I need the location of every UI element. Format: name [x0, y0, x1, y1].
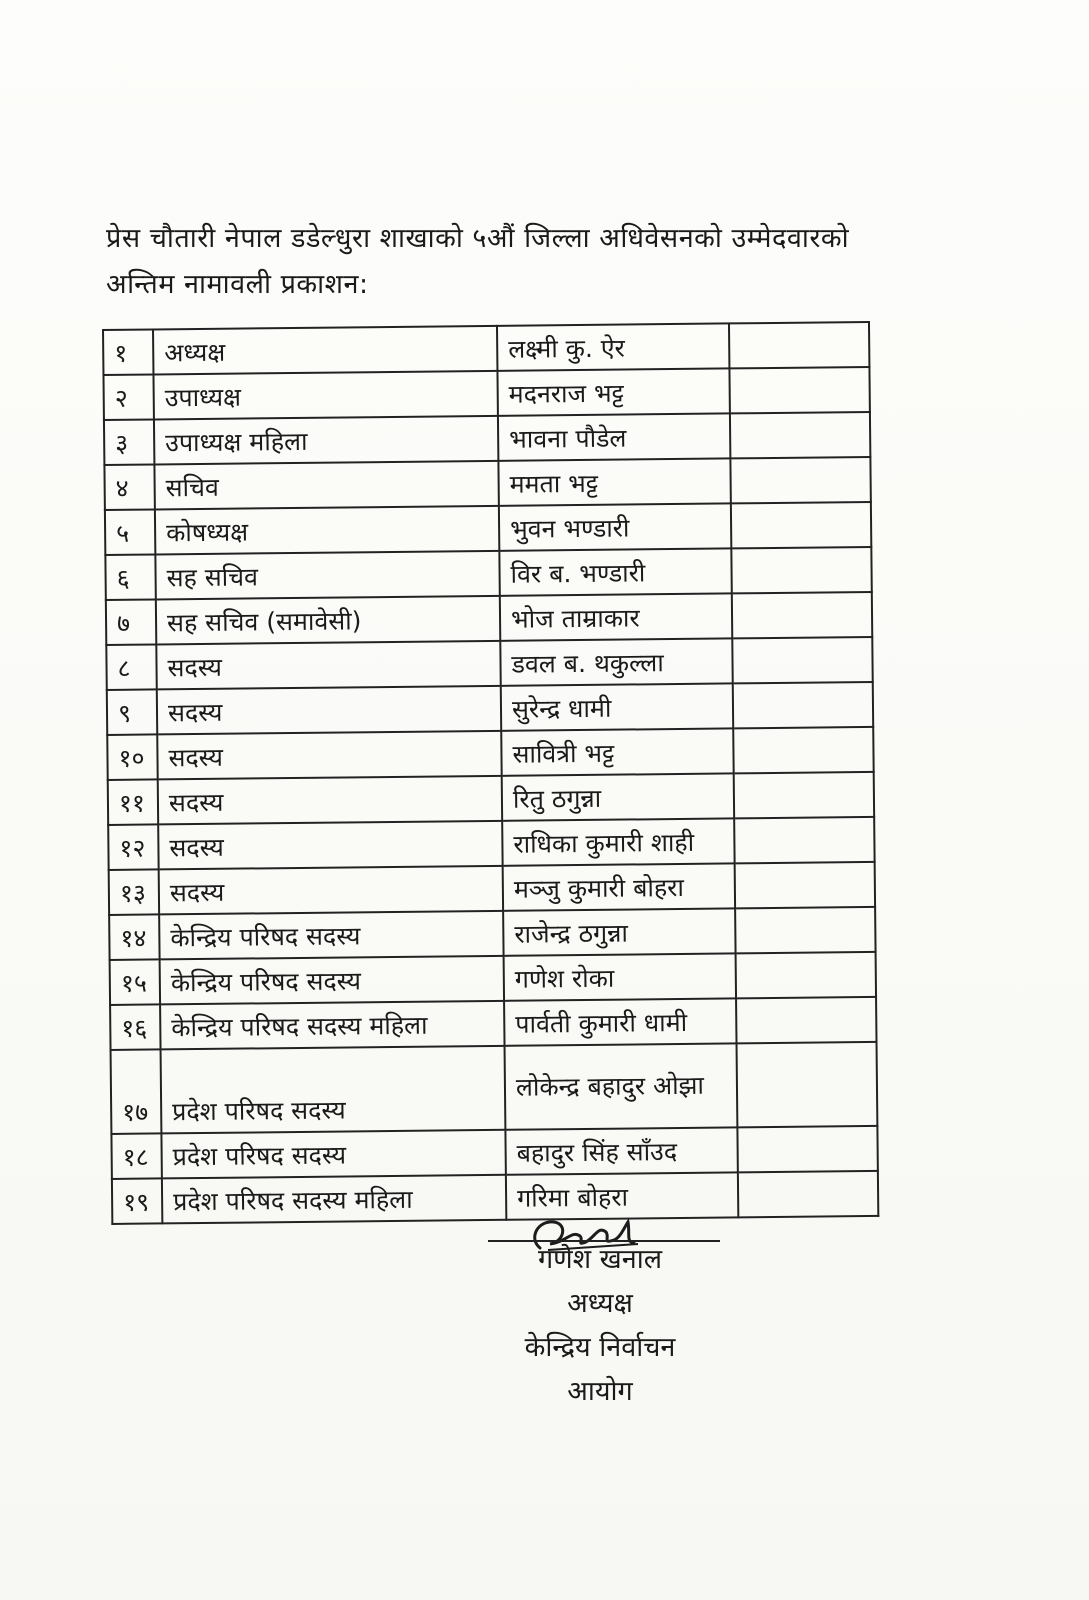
blank-cell — [730, 457, 870, 503]
table-row — [111, 1042, 878, 1134]
table-row — [109, 862, 875, 915]
position-title: कोषध्यक्ष — [155, 506, 499, 555]
table-row — [106, 592, 872, 645]
heading-line-2: अन्तिम नामावली प्रकाशन: — [106, 269, 369, 300]
blank-cell — [737, 1126, 877, 1172]
signer-org-line-2: आयोग — [567, 1376, 633, 1407]
table-row — [106, 637, 872, 690]
serial-number: १५ — [110, 959, 160, 1005]
blank-cell — [735, 907, 875, 953]
table-row — [104, 457, 870, 510]
position-title: सदस्य — [157, 731, 501, 780]
blank-cell — [731, 547, 871, 593]
position-title: उपाध्यक्ष महिला — [154, 416, 498, 465]
blank-cell — [738, 1171, 878, 1217]
blank-cell — [736, 997, 876, 1043]
serial-number: ११ — [108, 779, 158, 825]
candidate-name: ममता भट्ट — [498, 458, 730, 505]
serial-number: १९ — [112, 1178, 162, 1224]
serial-number: १७ — [111, 1049, 162, 1134]
candidate-name: सुरेन्द्र धामी — [501, 683, 733, 730]
position-title: केन्द्रिय परिषद सदस्य — [159, 911, 503, 960]
candidate-name: विर ब. भण्डारी — [499, 548, 731, 595]
position-title: केन्द्रिय परिषद सदस्य महिला — [160, 1001, 504, 1050]
position-title: सदस्य — [159, 866, 503, 915]
table-row — [110, 997, 876, 1050]
blank-cell — [729, 367, 869, 413]
blank-cell — [735, 862, 875, 908]
serial-number: १४ — [109, 914, 159, 960]
candidate-name: लोकेन्द्र बहादुर ओझा — [505, 1043, 738, 1129]
serial-number: ८ — [106, 644, 156, 690]
position-title: सदस्य — [158, 821, 502, 870]
table-row — [107, 727, 873, 780]
serial-number: १८ — [111, 1133, 161, 1179]
table-row — [108, 817, 874, 870]
position-title: सदस्य — [156, 641, 500, 690]
signer-title: अध्यक्ष — [567, 1288, 633, 1319]
candidate-name: राजेन्द्र ठगुन्ना — [503, 908, 735, 955]
table-row — [107, 682, 873, 735]
candidate-name: मदनराज भट्ट — [497, 368, 729, 415]
blank-cell — [734, 772, 874, 818]
serial-number: २ — [103, 374, 153, 420]
candidate-name: गरिमा बोहरा — [506, 1172, 738, 1219]
candidate-name: लक्ष्मी कु. ऐर — [497, 323, 729, 370]
serial-number: १२ — [108, 824, 158, 870]
position-title: प्रदेश परिषद सदस्य — [161, 1046, 506, 1134]
table-row — [109, 907, 875, 960]
table-row — [103, 322, 869, 375]
blank-cell — [731, 502, 871, 548]
position-title: प्रदेश परिषद सदस्य महिला — [162, 1175, 506, 1224]
position-title: सदस्य — [158, 776, 502, 825]
table-row — [108, 772, 874, 825]
candidate-name: मञ्जु कुमारी बोहरा — [503, 863, 735, 910]
blank-cell — [732, 637, 872, 683]
table-row — [105, 547, 871, 600]
position-title: प्रदेश परिषद सदस्य — [161, 1130, 505, 1179]
blank-cell — [730, 412, 870, 458]
position-title: अध्यक्ष — [153, 326, 497, 375]
table-row — [105, 502, 871, 555]
position-title: सह सचिव — [155, 551, 499, 600]
candidate-name: गणेश रोका — [504, 953, 736, 1000]
signer-org-line-1: केन्द्रिय निर्वाचन — [524, 1332, 676, 1363]
blank-cell — [736, 952, 876, 998]
candidate-table — [102, 321, 879, 1225]
blank-cell — [729, 322, 869, 368]
table-row — [111, 1126, 877, 1179]
candidate-name: पार्वती कुमारी धामी — [504, 998, 736, 1045]
table-row — [103, 367, 869, 420]
position-title: सह सचिव (समावेसी) — [156, 596, 500, 645]
serial-number: ६ — [105, 554, 155, 600]
serial-number: १ — [103, 329, 153, 375]
position-title: सचिव — [154, 461, 498, 510]
blank-cell — [737, 1042, 878, 1127]
candidate-name: भोज ताम्राकार — [500, 593, 732, 640]
candidate-name: भुवन भण्डारी — [499, 503, 731, 550]
serial-number: ३ — [104, 419, 154, 465]
serial-number: ५ — [105, 509, 155, 555]
table-row — [110, 952, 876, 1005]
position-title: केन्द्रिय परिषद सदस्य — [160, 956, 504, 1005]
candidate-name: बहादुर सिंह साँउद — [505, 1127, 737, 1174]
serial-number: १३ — [109, 869, 159, 915]
candidate-name: राधिका कुमारी शाही — [502, 818, 734, 865]
blank-cell — [733, 682, 873, 728]
heading-line-1: प्रेस चौतारी नेपाल डडेल्धुरा शाखाको ५औं जिल्ला अधिवेसनको उम्मेदवारको — [106, 223, 850, 254]
signer-name: गणेश खनाल — [537, 1244, 663, 1275]
position-title: सदस्य — [157, 686, 501, 735]
blank-cell — [734, 817, 874, 863]
serial-number: ४ — [104, 464, 154, 510]
candidate-name: भावना पौडेल — [498, 413, 730, 460]
candidate-name: डवल ब. थकुल्ला — [500, 638, 732, 685]
signer-block — [470, 1238, 730, 1414]
table-row — [104, 412, 870, 465]
serial-number: ७ — [106, 599, 156, 645]
serial-number: १६ — [110, 1004, 160, 1050]
candidate-name: सावित्री भट्ट — [501, 728, 733, 775]
notice-heading — [106, 216, 966, 308]
serial-number: ९ — [107, 689, 157, 735]
blank-cell — [733, 727, 873, 773]
serial-number: १० — [107, 734, 157, 780]
candidate-name: रितु ठगुन्ना — [502, 773, 734, 820]
position-title: उपाध्यक्ष — [153, 371, 497, 420]
blank-cell — [732, 592, 872, 638]
